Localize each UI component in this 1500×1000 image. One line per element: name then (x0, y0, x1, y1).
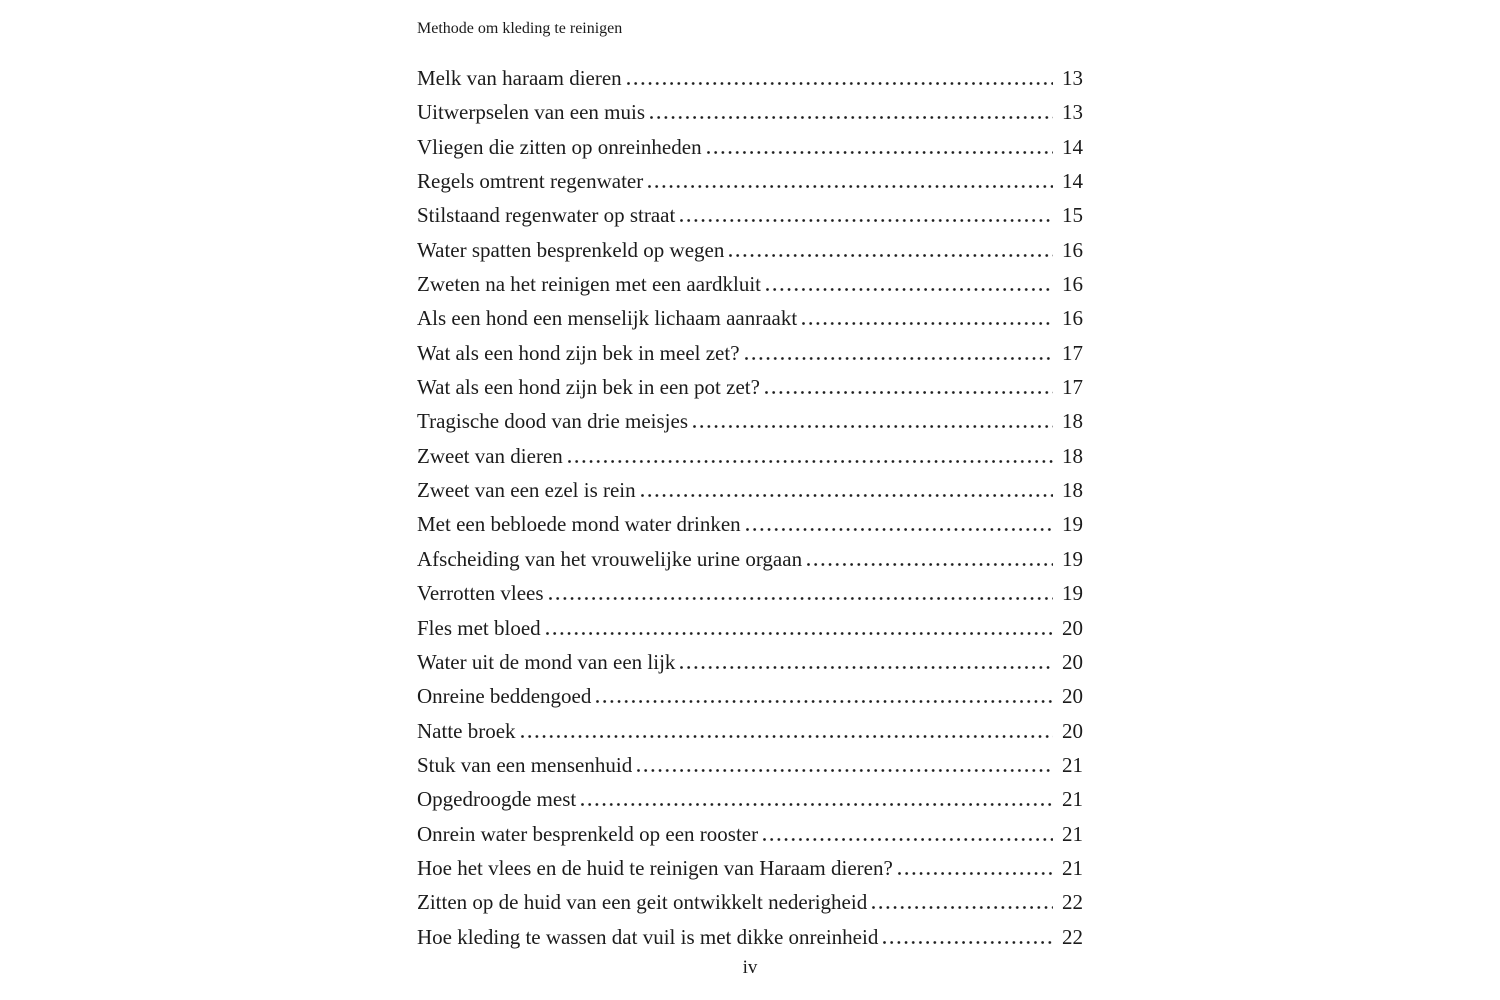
toc-entry-title: Als een hond een menselijk lichaam aanraakt (417, 306, 798, 331)
toc-entry-page: 21 (1062, 821, 1083, 846)
toc-entry-page: 15 (1062, 203, 1083, 228)
dot-leader (872, 906, 1053, 909)
toc-entry (417, 100, 1083, 134)
dot-leader (637, 769, 1053, 772)
running-header: Methode om kleding te reinigen (417, 20, 623, 37)
toc-entry-title: Stuk van een mensenhuid (417, 752, 633, 777)
toc-entry-page: 18 (1062, 443, 1083, 468)
toc-entry-page: 22 (1062, 924, 1083, 949)
dot-leader (707, 151, 1053, 154)
dot-leader (581, 803, 1053, 806)
dot-leader (546, 632, 1053, 635)
toc-entry-page: 22 (1062, 890, 1083, 915)
toc-entry-title: Opgedroogde mest (417, 787, 577, 812)
toc-entry-title: Wat als een hond zijn bek in meel zet? (417, 340, 740, 365)
toc-entry-page: 20 (1062, 684, 1083, 709)
toc-entry-page: 19 (1062, 512, 1083, 537)
toc-entry-page: 21 (1062, 787, 1083, 812)
toc-entry (417, 787, 1083, 821)
toc-entry (417, 375, 1083, 409)
toc-entry (417, 822, 1083, 856)
page-number-footer: iv (742, 957, 758, 978)
dot-leader (883, 941, 1053, 944)
toc-entry-page: 16 (1062, 237, 1083, 262)
toc-entry-page: 18 (1062, 478, 1083, 503)
toc-entry (417, 238, 1083, 272)
toc-entry-title: Afscheiding van het vrouwelijke urine orgaan (417, 546, 803, 571)
toc-entry-page: 20 (1062, 718, 1083, 743)
toc-entry-title: Zweet van een ezel is rein (417, 478, 636, 503)
toc-entry (417, 512, 1083, 546)
toc-entry-title: Zweten na het reinigen met een aardkluit (417, 272, 762, 297)
toc-entry-page: 20 (1062, 649, 1083, 674)
toc-list (417, 66, 1083, 959)
dot-leader (641, 494, 1053, 497)
dot-leader (807, 563, 1053, 566)
dot-leader (729, 254, 1053, 257)
dot-leader (568, 460, 1053, 463)
dot-leader (746, 528, 1053, 531)
toc-entry-title: Vliegen die zitten op onreinheden (417, 134, 702, 159)
toc-entry-page: 16 (1062, 306, 1083, 331)
toc-entry-page: 20 (1062, 615, 1083, 640)
dot-leader (802, 322, 1053, 325)
toc-entry-title: Hoe het vlees en de huid te reinigen van Haraam dieren? (417, 855, 893, 880)
toc-entry (417, 409, 1083, 443)
toc-entry-title: Melk van haraam dieren (417, 66, 622, 90)
dot-leader (596, 700, 1053, 703)
toc-entry-title: Hoe kleding te wassen dat vuil is met dikke onreinheid (417, 924, 879, 949)
dot-leader (549, 597, 1053, 600)
toc-entry (417, 925, 1083, 959)
dot-leader (627, 82, 1053, 85)
dot-leader (766, 288, 1053, 291)
toc-entry (417, 341, 1083, 375)
toc-entry (417, 856, 1083, 890)
toc-entry-title: Onreine beddengoed (417, 684, 592, 709)
toc-entry-title: Zitten op de huid van een geit ontwikkelt nederigheid (417, 890, 868, 915)
toc-entry-page: 17 (1062, 340, 1083, 365)
toc-entry (417, 684, 1083, 718)
dot-leader (680, 219, 1053, 222)
toc-entry-title: Onrein water besprenkeld op een rooster (417, 821, 759, 846)
toc-entry (417, 650, 1083, 684)
toc-entry (417, 306, 1083, 340)
toc-entry-title: Regels omtrent regenwater (417, 169, 644, 194)
toc-entry-page: 16 (1062, 272, 1083, 297)
toc-entry-title: Stilstaand regenwater op straat (417, 203, 676, 228)
dot-leader (648, 185, 1053, 188)
toc-entry-title: Met een bebloede mond water drinken (417, 512, 741, 537)
toc-entry-page: 18 (1062, 409, 1083, 434)
dot-leader (650, 116, 1053, 119)
toc-entry-title: Verrotten vlees (417, 581, 544, 606)
dot-leader (693, 425, 1053, 428)
toc-entry (417, 547, 1083, 581)
toc-entry-page: 13 (1062, 66, 1083, 90)
dot-leader (680, 666, 1053, 669)
toc-entry-page: 21 (1062, 855, 1083, 880)
toc-entry (417, 272, 1083, 306)
toc-entry (417, 719, 1083, 753)
toc-entry-title: Water spatten besprenkeld op wegen (417, 237, 725, 262)
toc-entry-page: 17 (1062, 375, 1083, 400)
toc-entry-page: 19 (1062, 546, 1083, 571)
toc-entry (417, 616, 1083, 650)
toc-entry-page: 21 (1062, 752, 1083, 777)
toc-entry-page: 14 (1062, 134, 1083, 159)
dot-leader (745, 357, 1053, 360)
toc-entry (417, 890, 1083, 924)
toc-entry-title: Fles met bloed (417, 615, 541, 640)
toc-entry-title: Natte broek (417, 718, 516, 743)
toc-entry-title: Uitwerpselen van een muis (417, 100, 646, 125)
dot-leader (521, 735, 1053, 738)
dot-leader (763, 838, 1053, 841)
toc-entry (417, 444, 1083, 478)
toc-entry-page: 14 (1062, 169, 1083, 194)
toc-entry (417, 753, 1083, 787)
toc-entry-page: 19 (1062, 581, 1083, 606)
toc-entry (417, 169, 1083, 203)
dot-leader (898, 872, 1053, 875)
toc-entry (417, 135, 1083, 169)
toc-entry-title: Water uit de mond van een lijk (417, 649, 676, 674)
toc-entry (417, 66, 1083, 100)
toc-entry-title: Wat als een hond zijn bek in een pot zet? (417, 375, 760, 400)
toc-entry (417, 478, 1083, 512)
toc-entry (417, 581, 1083, 615)
toc-entry (417, 203, 1083, 237)
toc-entry-page: 13 (1062, 100, 1083, 125)
toc-entry-title: Zweet van dieren (417, 443, 563, 468)
dot-leader (765, 391, 1053, 394)
toc-entry-title: Tragische dood van drie meisjes (417, 409, 689, 434)
